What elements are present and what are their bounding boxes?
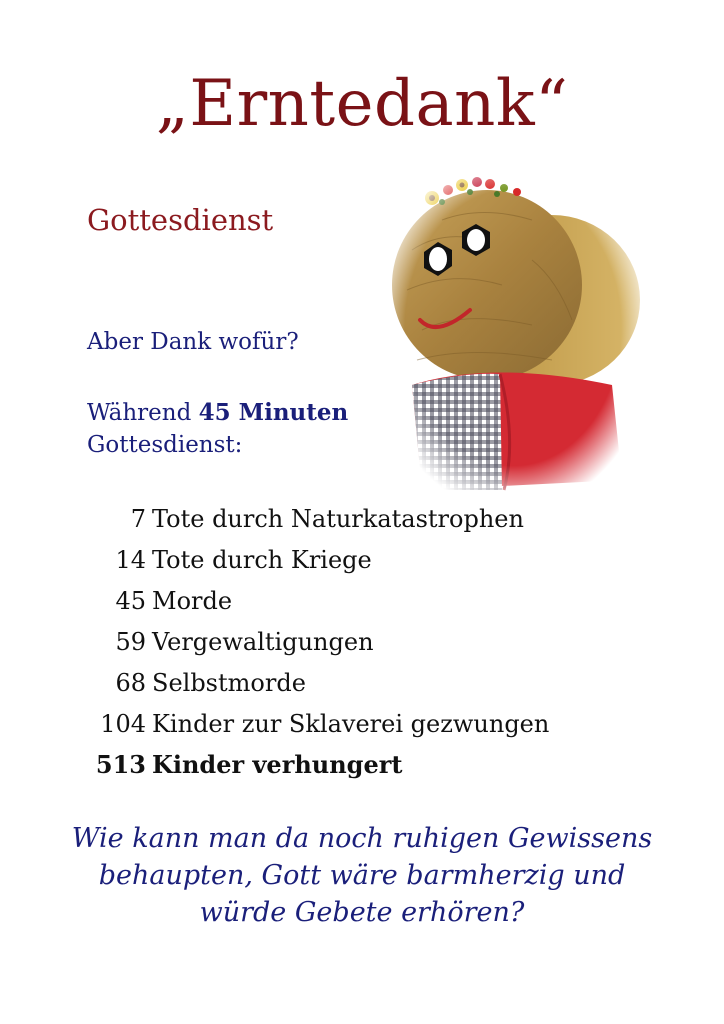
straw-bale-figure-image [382, 160, 644, 495]
stat-number: 513 [95, 750, 146, 779]
stat-number: 104 [100, 710, 146, 738]
stat-number: 59 [115, 628, 146, 656]
closing-question [60, 820, 664, 931]
stat-row [84, 584, 549, 625]
stat-text: Tote durch Naturkatastrophen [152, 505, 524, 533]
page-title: „Erntedank“ [155, 67, 569, 141]
stat-text: Kinder zur Sklaverei gezwungen [152, 710, 550, 738]
stat-row-highlight [84, 748, 549, 789]
question-text: Aber Dank wofür? [87, 329, 299, 355]
stat-row [84, 625, 549, 666]
stat-row [84, 543, 549, 584]
stat-text: Tote durch Kriege [152, 546, 372, 574]
stat-number: 14 [115, 546, 146, 574]
stat-text: Morde [152, 587, 233, 615]
closing-line: Wie kann man da noch ruhigen Gewissens [71, 823, 653, 854]
closing-line: behaupten, Gott wäre barmherzig und [98, 860, 626, 891]
stat-number: 45 [115, 587, 146, 615]
duration-prefix: Während [87, 400, 199, 426]
subtitle: Gottesdienst [87, 203, 274, 237]
duration-text [87, 397, 348, 461]
stat-number: 7 [130, 505, 146, 533]
stat-text: Vergewaltigungen [152, 628, 374, 656]
stat-number: 68 [115, 669, 146, 697]
duration-highlight: 45 Minuten [198, 399, 349, 426]
duration-suffix: Gottesdienst: [87, 432, 243, 458]
stat-text: Selbstmorde [152, 669, 306, 697]
stat-row [84, 666, 549, 707]
stat-row [84, 502, 549, 543]
closing-line: würde Gebete erhören? [199, 897, 525, 928]
stat-text: Kinder verhungert [152, 750, 403, 779]
statistics-list [84, 502, 549, 789]
stat-row [84, 707, 549, 748]
